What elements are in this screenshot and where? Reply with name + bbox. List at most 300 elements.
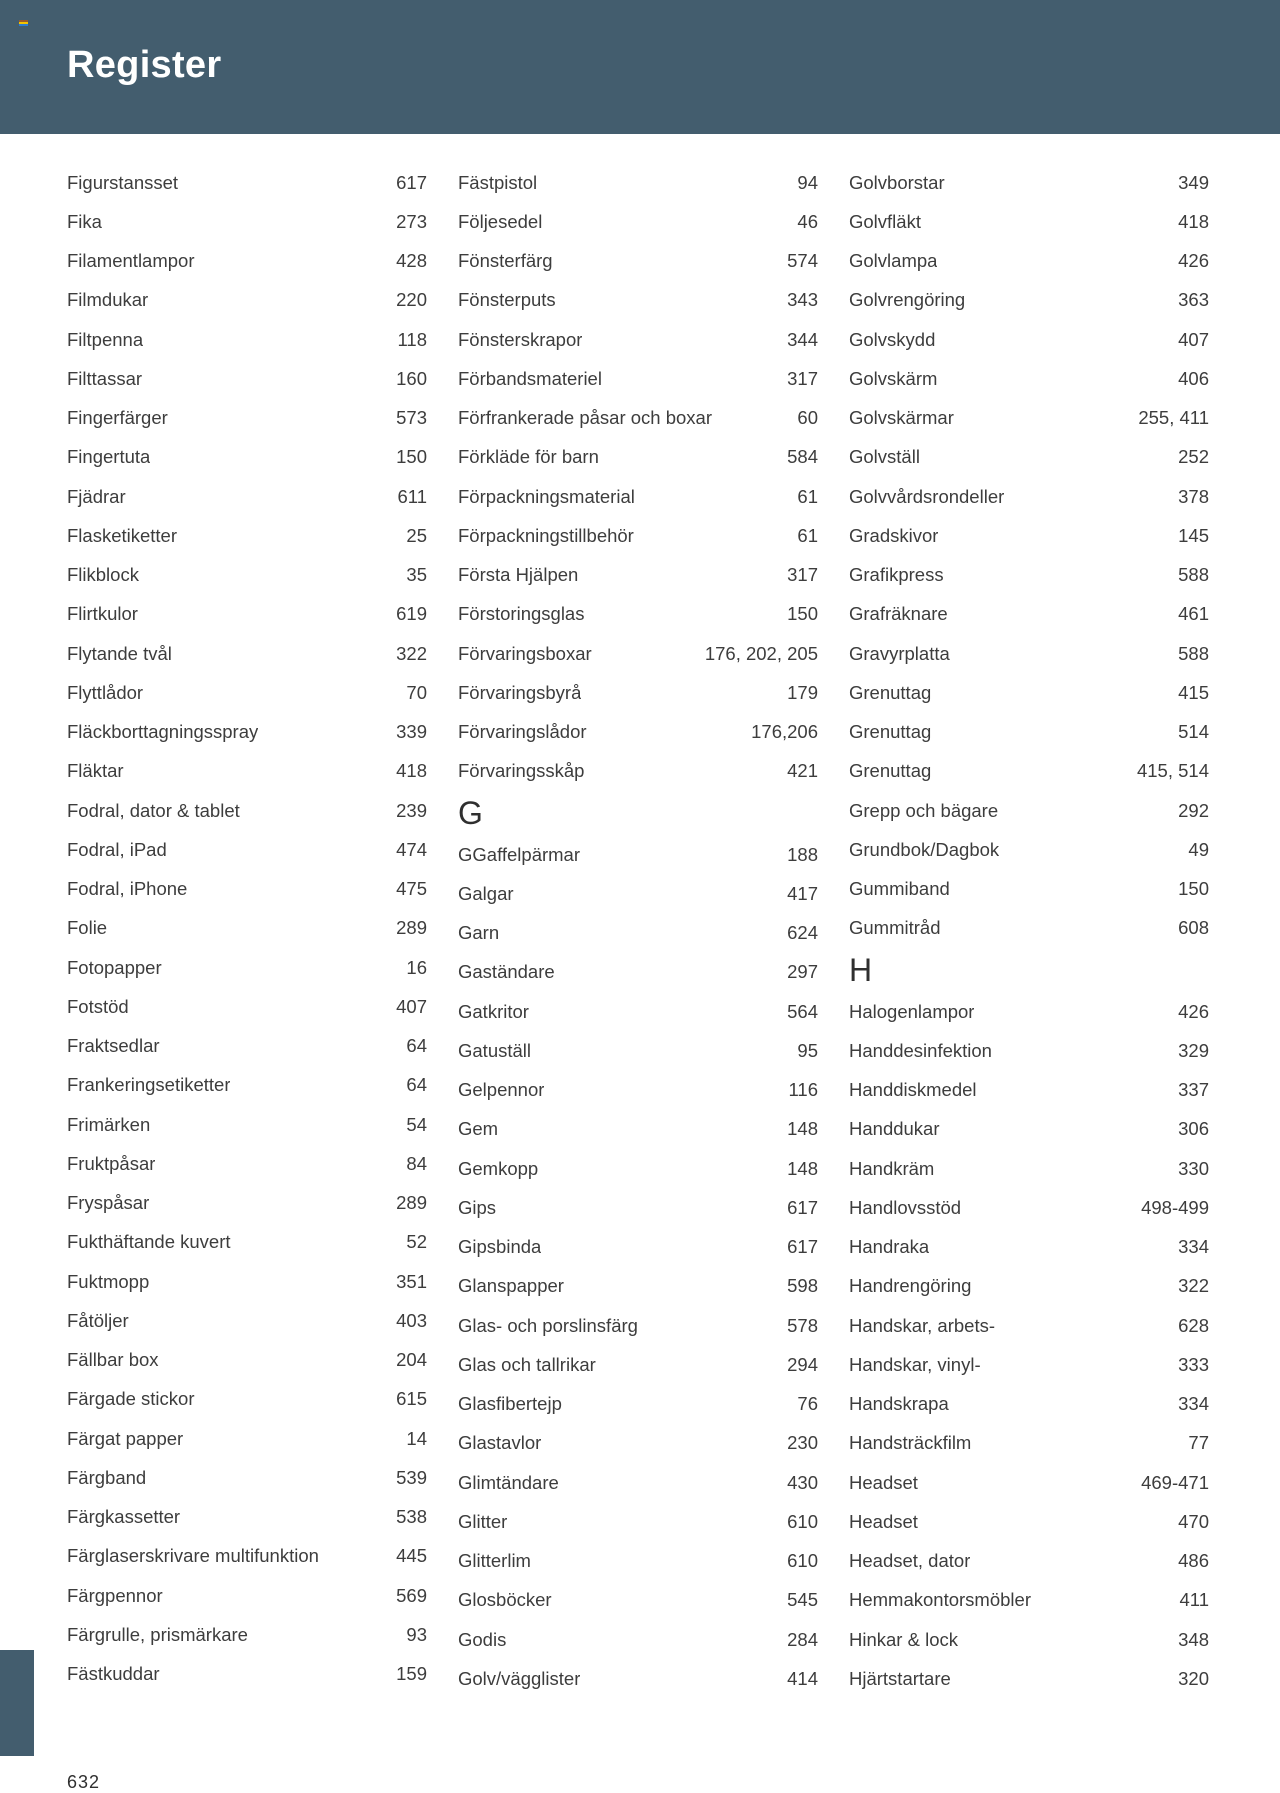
index-entry bbox=[458, 359, 818, 398]
index-pages: 317 bbox=[787, 564, 818, 586]
index-term: Hemmakontorsmöbler bbox=[849, 1589, 1031, 1611]
index-pages: 320 bbox=[1178, 1667, 1209, 1689]
index-pages: 610 bbox=[787, 1510, 818, 1532]
side-tab bbox=[0, 1650, 34, 1756]
index-pages: 25 bbox=[406, 524, 427, 546]
index-pages: 498-499 bbox=[1141, 1196, 1209, 1218]
index-term: Förvaringsskåp bbox=[458, 760, 585, 782]
index-pages: 411 bbox=[1179, 1589, 1209, 1611]
index-term: Fåtöljer bbox=[67, 1309, 129, 1331]
index-entry bbox=[67, 1184, 427, 1223]
index-pages: 95 bbox=[797, 1039, 818, 1061]
index-entry bbox=[458, 1659, 818, 1698]
index-pages: 322 bbox=[396, 642, 427, 664]
index-entry bbox=[67, 1380, 427, 1419]
index-entry bbox=[458, 1306, 818, 1345]
index-term: Golvfläkt bbox=[849, 210, 921, 232]
index-entry bbox=[849, 1228, 1209, 1267]
index-term: Gatkritor bbox=[458, 1000, 529, 1022]
index-pages: 118 bbox=[397, 328, 427, 350]
index-pages: 407 bbox=[1178, 328, 1209, 350]
index-pages: 35 bbox=[406, 564, 427, 586]
index-entry bbox=[458, 673, 818, 712]
index-pages: 77 bbox=[1188, 1432, 1209, 1454]
index-entry bbox=[67, 320, 427, 359]
index-pages: 289 bbox=[396, 1192, 427, 1214]
index-pages: 230 bbox=[787, 1432, 818, 1454]
index-entry bbox=[67, 1458, 427, 1497]
index-pages: 94 bbox=[797, 171, 818, 193]
index-term: Golvrengöring bbox=[849, 289, 966, 311]
index-pages: 569 bbox=[396, 1584, 427, 1606]
register-column-3 bbox=[849, 163, 1209, 1699]
page-title: Register bbox=[67, 44, 222, 86]
index-pages: 430 bbox=[787, 1471, 818, 1493]
index-pages: 617 bbox=[787, 1196, 818, 1218]
index-entry bbox=[849, 1502, 1209, 1541]
index-entry bbox=[67, 909, 427, 948]
index-pages: 475 bbox=[396, 878, 427, 900]
index-pages: 204 bbox=[396, 1349, 427, 1371]
index-pages: 61 bbox=[797, 524, 818, 546]
index-term: Filamentlampor bbox=[67, 250, 195, 272]
index-term: Färgpennor bbox=[67, 1584, 163, 1606]
index-pages: 339 bbox=[396, 721, 427, 743]
index-pages: 573 bbox=[396, 407, 427, 429]
index-pages: 426 bbox=[1178, 1000, 1209, 1022]
index-entry bbox=[458, 1502, 818, 1541]
index-entry bbox=[67, 791, 427, 830]
index-pages: 252 bbox=[1178, 446, 1209, 468]
index-term: Fästkuddar bbox=[67, 1663, 160, 1685]
index-term: Fotstöd bbox=[67, 995, 129, 1017]
index-pages: 610 bbox=[787, 1550, 818, 1572]
index-term: Grafikpress bbox=[849, 564, 944, 586]
index-term: Gemkopp bbox=[458, 1157, 539, 1179]
index-term: Fläckborttagningsspray bbox=[67, 721, 259, 743]
index-entry bbox=[458, 399, 818, 438]
index-term: Färgat papper bbox=[67, 1427, 184, 1449]
index-entry bbox=[849, 1581, 1209, 1620]
index-term: Handdiskmedel bbox=[849, 1079, 977, 1101]
index-entry bbox=[849, 1620, 1209, 1659]
index-pages: 150 bbox=[396, 446, 427, 468]
index-term: Handskrapa bbox=[849, 1393, 949, 1415]
index-entry bbox=[849, 752, 1209, 791]
index-term: Förvaringslådor bbox=[458, 721, 587, 743]
index-term: Handskar, arbets- bbox=[849, 1314, 996, 1336]
index-term: GGaffelpärmar bbox=[458, 843, 581, 865]
index-pages: 343 bbox=[787, 289, 818, 311]
index-pages: 306 bbox=[1178, 1118, 1209, 1140]
index-entry bbox=[458, 595, 818, 634]
index-entry bbox=[67, 1576, 427, 1615]
index-term: Filtpenna bbox=[67, 328, 144, 350]
index-pages: 418 bbox=[396, 760, 427, 782]
index-entry bbox=[67, 1655, 427, 1694]
index-pages: 176,206 bbox=[751, 721, 818, 743]
index-entry bbox=[849, 477, 1209, 516]
index-entry bbox=[67, 1144, 427, 1183]
index-term: Golvskärmar bbox=[849, 407, 954, 429]
index-pages: 615 bbox=[396, 1388, 427, 1410]
index-term: Fläktar bbox=[67, 760, 124, 782]
index-pages: 337 bbox=[1178, 1079, 1209, 1101]
index-term: Godis bbox=[458, 1628, 507, 1650]
index-pages: 574 bbox=[787, 250, 818, 272]
index-term: Förfrankerade påsar och boxar bbox=[458, 407, 712, 429]
index-pages: 426 bbox=[1178, 250, 1209, 272]
index-pages: 334 bbox=[1178, 1393, 1209, 1415]
index-entry bbox=[458, 1542, 818, 1581]
index-term: Glitter bbox=[458, 1510, 508, 1532]
index-term: Gem bbox=[458, 1118, 499, 1140]
index-term: Handkräm bbox=[849, 1157, 935, 1179]
index-term: Grepp och bägare bbox=[849, 799, 999, 821]
index-term: Fukthäftande kuvert bbox=[67, 1231, 231, 1253]
index-entry bbox=[67, 281, 427, 320]
index-pages: 406 bbox=[1178, 367, 1209, 389]
index-term: Fotopapper bbox=[67, 956, 162, 978]
index-term: Gummiband bbox=[849, 878, 950, 900]
index-term: Glasfibertejp bbox=[458, 1393, 562, 1415]
index-entry bbox=[67, 987, 427, 1026]
index-entry bbox=[458, 1620, 818, 1659]
index-entry bbox=[458, 320, 818, 359]
index-entry bbox=[458, 281, 818, 320]
index-pages: 64 bbox=[406, 1074, 427, 1096]
index-entry bbox=[67, 516, 427, 555]
index-pages: 145 bbox=[1178, 524, 1209, 546]
index-term: Gatuställ bbox=[458, 1039, 532, 1061]
index-term: Färgrulle, prismärkare bbox=[67, 1623, 248, 1645]
index-pages: 378 bbox=[1178, 485, 1209, 507]
index-term: Flytande tvål bbox=[67, 642, 172, 664]
index-pages: 188 bbox=[787, 843, 818, 865]
index-entry bbox=[849, 1659, 1209, 1698]
index-term: Hinkar & lock bbox=[849, 1628, 958, 1650]
index-entry bbox=[458, 556, 818, 595]
index-term: Gipsbinda bbox=[458, 1236, 542, 1258]
index-pages: 322 bbox=[1178, 1275, 1209, 1297]
register-column-1 bbox=[67, 163, 427, 1694]
index-term: Golvställ bbox=[849, 446, 920, 468]
index-pages: 297 bbox=[787, 961, 818, 983]
index-entry bbox=[458, 874, 818, 913]
index-term: Hjärtstartare bbox=[849, 1667, 951, 1689]
index-entry bbox=[849, 281, 1209, 320]
index-term: Förbandsmateriel bbox=[458, 367, 602, 389]
index-pages: 14 bbox=[406, 1427, 427, 1449]
index-entry bbox=[458, 835, 818, 874]
index-pages: 273 bbox=[396, 210, 427, 232]
index-entry bbox=[67, 399, 427, 438]
index-term: Förpackningsmaterial bbox=[458, 485, 635, 507]
index-entry bbox=[458, 1345, 818, 1384]
index-term: Förpackningstillbehör bbox=[458, 524, 634, 546]
index-term: Glimtändare bbox=[458, 1471, 559, 1493]
index-term: Fjädrar bbox=[67, 485, 126, 507]
index-pages: 445 bbox=[396, 1545, 427, 1567]
index-pages: 317 bbox=[787, 367, 818, 389]
index-entry bbox=[849, 634, 1209, 673]
index-pages: 539 bbox=[396, 1466, 427, 1488]
index-term: Fryspåsar bbox=[67, 1192, 150, 1214]
index-term: Färglaserskrivare multifunktion bbox=[67, 1545, 319, 1567]
index-term: Headset, dator bbox=[849, 1550, 971, 1572]
index-pages: 624 bbox=[787, 922, 818, 944]
index-term: Gips bbox=[458, 1196, 497, 1218]
index-term: Handdukar bbox=[849, 1118, 940, 1140]
index-entry bbox=[458, 163, 818, 202]
index-entry bbox=[849, 163, 1209, 202]
index-pages: 330 bbox=[1178, 1157, 1209, 1179]
index-entry bbox=[849, 1385, 1209, 1424]
index-entry bbox=[458, 1267, 818, 1306]
index-term: Handdesinfektion bbox=[849, 1039, 992, 1061]
index-term: Handlovsstöd bbox=[849, 1196, 962, 1218]
index-entry bbox=[67, 634, 427, 673]
index-entry bbox=[849, 1110, 1209, 1149]
index-entry bbox=[458, 914, 818, 953]
index-pages: 514 bbox=[1178, 721, 1209, 743]
index-entry bbox=[849, 992, 1209, 1031]
index-entry bbox=[458, 438, 818, 477]
index-entry bbox=[67, 1615, 427, 1654]
index-pages: 76 bbox=[797, 1393, 818, 1415]
flag-stripe bbox=[19, 24, 28, 26]
index-term: Headset bbox=[849, 1510, 918, 1532]
index-pages: 578 bbox=[787, 1314, 818, 1336]
index-entry bbox=[849, 1345, 1209, 1384]
index-pages: 239 bbox=[396, 799, 427, 821]
index-pages: 54 bbox=[406, 1113, 427, 1135]
index-entry bbox=[458, 1031, 818, 1070]
index-term: Handraka bbox=[849, 1236, 930, 1258]
index-entry bbox=[458, 1149, 818, 1188]
index-entry bbox=[67, 477, 427, 516]
index-entry bbox=[458, 1581, 818, 1620]
index-term: Fällbar box bbox=[67, 1349, 159, 1371]
index-term: Färgband bbox=[67, 1466, 147, 1488]
index-pages: 588 bbox=[1178, 564, 1209, 586]
index-entry bbox=[849, 1071, 1209, 1110]
index-entry bbox=[458, 516, 818, 555]
index-term: Gradskivor bbox=[849, 524, 939, 546]
index-pages: 617 bbox=[396, 171, 427, 193]
index-term: Glanspapper bbox=[458, 1275, 564, 1297]
index-pages: 584 bbox=[787, 446, 818, 468]
index-term: Handrengöring bbox=[849, 1275, 972, 1297]
index-entry bbox=[849, 791, 1209, 830]
index-entry bbox=[458, 1424, 818, 1463]
index-term: Förvaringsboxar bbox=[458, 642, 592, 664]
index-pages: 469-471 bbox=[1141, 1471, 1209, 1493]
index-entry bbox=[458, 953, 818, 992]
index-entry bbox=[849, 830, 1209, 869]
index-entry bbox=[458, 713, 818, 752]
page-header bbox=[0, 0, 1280, 134]
index-entry bbox=[67, 242, 427, 281]
index-term: Grenuttag bbox=[849, 760, 932, 782]
index-term: Garn bbox=[458, 922, 500, 944]
index-term: Fuktmopp bbox=[67, 1270, 150, 1292]
index-term: Fingerfärger bbox=[67, 407, 168, 429]
index-pages: 93 bbox=[406, 1623, 427, 1645]
section-letter: H bbox=[849, 952, 873, 988]
index-term: Handsträckfilm bbox=[849, 1432, 972, 1454]
index-term: Grenuttag bbox=[849, 721, 932, 743]
index-entry bbox=[458, 1110, 818, 1149]
index-entry bbox=[849, 1306, 1209, 1345]
index-term: Färgade stickor bbox=[67, 1388, 195, 1410]
index-term: Folie bbox=[67, 917, 108, 939]
index-term: Färgkassetter bbox=[67, 1506, 181, 1528]
index-entry bbox=[458, 1228, 818, 1267]
index-entry bbox=[849, 556, 1209, 595]
index-entry bbox=[458, 1188, 818, 1227]
index-pages: 159 bbox=[396, 1663, 427, 1685]
index-pages: 588 bbox=[1178, 642, 1209, 664]
index-entry bbox=[458, 477, 818, 516]
index-term: Gravyrplatta bbox=[849, 642, 950, 664]
index-term: Golvskydd bbox=[849, 328, 936, 350]
page-number: 632 bbox=[67, 1772, 101, 1792]
index-pages: 61 bbox=[797, 485, 818, 507]
index-pages: 486 bbox=[1178, 1550, 1209, 1572]
index-pages: 428 bbox=[396, 250, 427, 272]
index-entry bbox=[458, 752, 818, 791]
index-entry bbox=[67, 673, 427, 712]
index-pages: 148 bbox=[787, 1157, 818, 1179]
index-entry bbox=[849, 909, 1209, 948]
index-pages: 407 bbox=[396, 995, 427, 1017]
index-entry bbox=[849, 1424, 1209, 1463]
index-term: Figurstansset bbox=[67, 171, 179, 193]
index-pages: 84 bbox=[406, 1152, 427, 1174]
index-entry bbox=[458, 992, 818, 1031]
index-term: Galgar bbox=[458, 882, 514, 904]
index-entry bbox=[67, 1498, 427, 1537]
index-entry bbox=[458, 634, 818, 673]
index-entry bbox=[67, 1027, 427, 1066]
index-term: Flirtkulor bbox=[67, 603, 138, 625]
index-entry bbox=[458, 1463, 818, 1502]
index-pages: 470 bbox=[1178, 1510, 1209, 1532]
index-pages: 294 bbox=[787, 1353, 818, 1375]
index-term: Förkläde för barn bbox=[458, 446, 599, 468]
index-pages: 60 bbox=[797, 407, 818, 429]
index-pages: 179 bbox=[787, 681, 818, 703]
index-term: Fästpistol bbox=[458, 171, 538, 193]
index-pages: 116 bbox=[788, 1079, 818, 1101]
index-pages: 52 bbox=[406, 1231, 427, 1253]
index-pages: 16 bbox=[406, 956, 427, 978]
index-pages: 363 bbox=[1178, 289, 1209, 311]
index-term: Golvlampa bbox=[849, 250, 938, 272]
index-pages: 414 bbox=[787, 1667, 818, 1689]
index-entry bbox=[849, 595, 1209, 634]
index-pages: 150 bbox=[1178, 878, 1209, 900]
index-entry bbox=[67, 1223, 427, 1262]
index-entry bbox=[849, 242, 1209, 281]
index-entry bbox=[458, 1071, 818, 1110]
index-term: Gummitråd bbox=[849, 917, 941, 939]
index-pages: 344 bbox=[787, 328, 818, 350]
index-entry bbox=[849, 359, 1209, 398]
index-pages: 538 bbox=[396, 1506, 427, 1528]
index-entry bbox=[849, 870, 1209, 909]
index-pages: 418 bbox=[1178, 210, 1209, 232]
flag-icon bbox=[19, 20, 28, 26]
index-term: Fika bbox=[67, 210, 102, 232]
index-term: Glosböcker bbox=[458, 1589, 552, 1611]
index-pages: 150 bbox=[787, 603, 818, 625]
index-entry bbox=[458, 242, 818, 281]
index-entry bbox=[849, 320, 1209, 359]
index-term: Fruktpåsar bbox=[67, 1152, 156, 1174]
index-pages: 349 bbox=[1178, 171, 1209, 193]
index-entry bbox=[67, 1301, 427, 1340]
index-pages: 148 bbox=[787, 1118, 818, 1140]
index-entry bbox=[458, 1385, 818, 1424]
index-entry bbox=[67, 713, 427, 752]
index-pages: 415 bbox=[1178, 681, 1209, 703]
index-entry bbox=[849, 1149, 1209, 1188]
index-term: Frankeringsetiketter bbox=[67, 1074, 231, 1096]
index-term: Halogenlampor bbox=[849, 1000, 975, 1022]
index-pages: 70 bbox=[406, 681, 427, 703]
index-pages: 611 bbox=[397, 485, 427, 507]
index-pages: 628 bbox=[1178, 1314, 1209, 1336]
index-pages: 348 bbox=[1178, 1628, 1209, 1650]
index-term: Golvskärm bbox=[849, 367, 938, 389]
index-term: Fraktsedlar bbox=[67, 1035, 160, 1057]
index-pages: 46 bbox=[797, 210, 818, 232]
index-pages: 598 bbox=[787, 1275, 818, 1297]
index-term: Flyttlådor bbox=[67, 681, 144, 703]
index-entry bbox=[67, 1066, 427, 1105]
index-entry bbox=[67, 595, 427, 634]
index-term: Flikblock bbox=[67, 564, 139, 586]
index-entry bbox=[67, 1262, 427, 1301]
index-pages: 564 bbox=[787, 1000, 818, 1022]
index-entry bbox=[67, 359, 427, 398]
index-pages: 474 bbox=[396, 838, 427, 860]
index-pages: 617 bbox=[787, 1236, 818, 1258]
index-term: Headset bbox=[849, 1471, 918, 1493]
index-pages: 160 bbox=[396, 367, 427, 389]
index-term: Fingertuta bbox=[67, 446, 151, 468]
index-pages: 545 bbox=[787, 1589, 818, 1611]
index-term: Förvaringsbyrå bbox=[458, 681, 582, 703]
index-entry bbox=[67, 948, 427, 987]
index-entry bbox=[67, 438, 427, 477]
index-term: Glas- och porslinsfärg bbox=[458, 1314, 638, 1336]
index-entry bbox=[67, 752, 427, 791]
index-entry bbox=[67, 556, 427, 595]
index-entry bbox=[849, 399, 1209, 438]
index-entry bbox=[849, 1188, 1209, 1227]
index-term: Grafräknare bbox=[849, 603, 948, 625]
index-entry bbox=[849, 713, 1209, 752]
index-entry bbox=[67, 830, 427, 869]
index-term: Glastavlor bbox=[458, 1432, 542, 1454]
index-term: Fodral, dator & tablet bbox=[67, 799, 240, 821]
index-term: Grenuttag bbox=[849, 681, 932, 703]
index-pages: 334 bbox=[1178, 1236, 1209, 1258]
index-entry bbox=[67, 163, 427, 202]
